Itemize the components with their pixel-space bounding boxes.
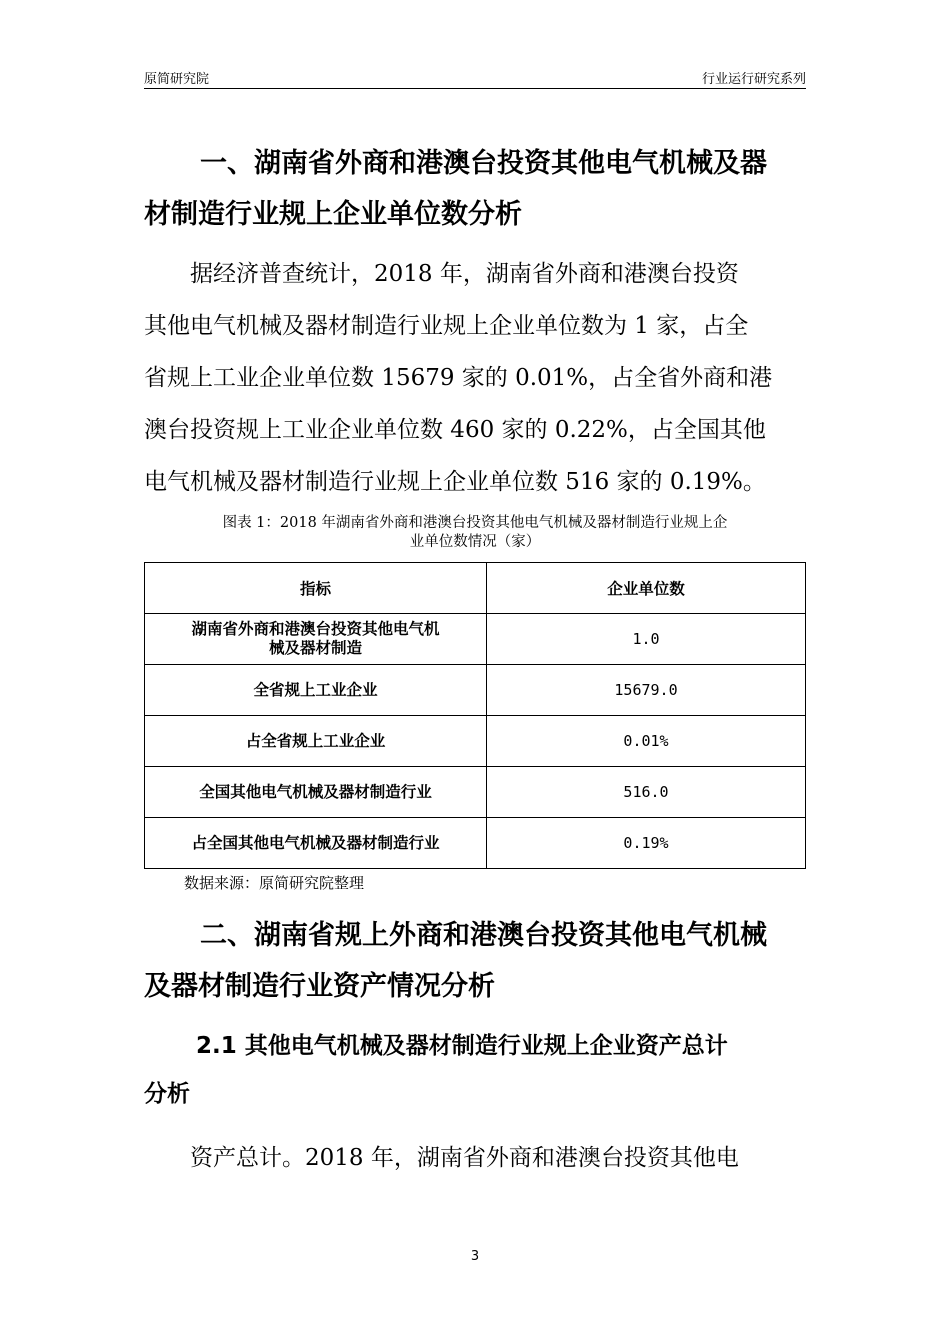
header-series: 行业运行研究系列 xyxy=(701,72,806,87)
paragraph-line: 省规上工业企业单位数 15679 家的 0.01%，占全省外商和港 xyxy=(144,365,773,391)
table-row xyxy=(145,818,806,869)
row-label-line2: 械及器材制造 xyxy=(268,639,362,657)
table-caption xyxy=(144,514,806,552)
row-value: 15679.0 xyxy=(487,665,806,716)
paragraph-1 xyxy=(144,248,806,508)
row-label xyxy=(145,614,487,665)
section2-heading xyxy=(144,910,806,1012)
enterprise-count-table xyxy=(144,562,806,869)
section2-1-heading-line1: 2.1 其他电气机械及器材制造行业规上企业资产总计 xyxy=(196,1033,728,1059)
table-caption-line2: 业单位数情况（家） xyxy=(409,534,541,550)
row-label: 占全省规上工业企业 xyxy=(145,716,487,767)
table-row xyxy=(145,665,806,716)
row-label: 全省规上工业企业 xyxy=(145,665,487,716)
section2-heading-line2: 及器材制造行业资产情况分析 xyxy=(144,971,495,1002)
section1-heading xyxy=(144,138,806,240)
row-label: 全国其他电气机械及器材制造行业 xyxy=(145,767,487,818)
table-row xyxy=(145,614,806,665)
table-row xyxy=(145,716,806,767)
table-source-note: 数据来源：原简研究院整理 xyxy=(184,874,365,892)
table-header-row xyxy=(145,563,806,614)
table-caption-line1: 图表 1：2018 年湖南省外商和港澳台投资其他电气机械及器材制造行业规上企 xyxy=(222,515,728,531)
section2-1-heading-line2: 分析 xyxy=(144,1081,190,1107)
row-value: 0.19% xyxy=(487,818,806,869)
row-value: 516.0 xyxy=(487,767,806,818)
section2-1-heading xyxy=(144,1022,806,1118)
paragraph-line: 资产总计。2018 年，湖南省外商和港澳台投资其他电 xyxy=(190,1145,739,1171)
page-header xyxy=(144,66,806,89)
row-label: 占全国其他电气机械及器材制造行业 xyxy=(145,818,487,869)
paragraph-line: 电气机械及器材制造行业规上企业单位数 516 家的 0.19%。 xyxy=(144,469,766,495)
column-header-indicator: 指标 xyxy=(145,563,487,614)
paragraph-line: 澳台投资规上工业企业单位数 460 家的 0.22%，占全国其他 xyxy=(144,417,766,443)
row-value: 0.01% xyxy=(487,716,806,767)
row-label-line1: 湖南省外商和港澳台投资其他电气机 xyxy=(191,620,440,638)
paragraph-line: 其他电气机械及器材制造行业规上企业单位数为 1 家，占全 xyxy=(144,313,749,339)
row-value: 1.0 xyxy=(487,614,806,665)
column-header-count: 企业单位数 xyxy=(487,563,806,614)
section1-heading-line2: 材制造行业规上企业单位数分析 xyxy=(144,199,522,230)
section1-heading-line1: 一、湖南省外商和港澳台投资其他电气机械及器 xyxy=(200,148,767,179)
page-number: 3 xyxy=(470,1249,480,1264)
table-row xyxy=(145,767,806,818)
paragraph-line: 据经济普查统计，2018 年，湖南省外商和港澳台投资 xyxy=(190,261,739,287)
section2-heading-line1: 二、湖南省规上外商和港澳台投资其他电气机械 xyxy=(200,920,767,951)
paragraph-2 xyxy=(144,1132,806,1184)
header-org: 原简研究院 xyxy=(144,72,210,87)
